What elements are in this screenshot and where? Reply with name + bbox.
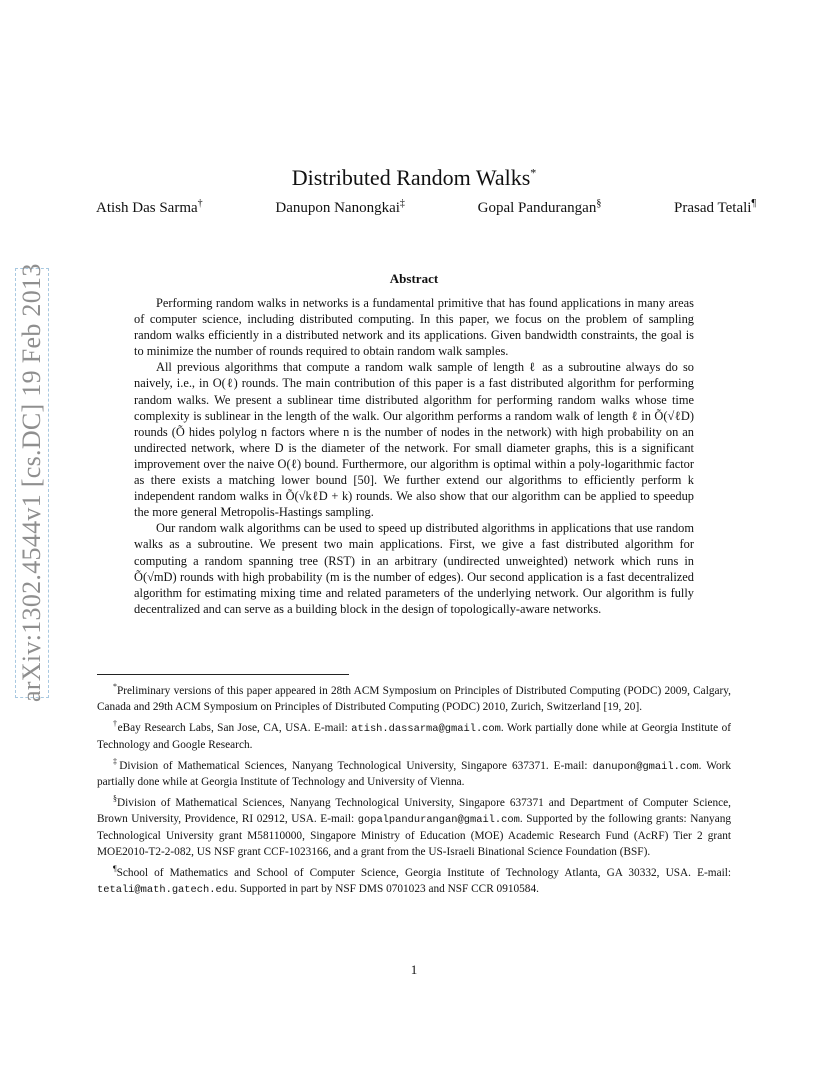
footnote-text: Preliminary versions of this paper appeared in 28th ACM Symposium on Principles of Distributed Computing (PODC) 2009, Calgary, Canada and 29th ACM Symposium on Principles of Distributed Computing (PODC) 2010, Zurich, Switzerland [19, 20]. bbox=[97, 684, 731, 713]
footnote-text: School of Mathematics and School of Computer Science, Georgia Institute of Technology Atlanta, GA 30332, USA. E-mail: bbox=[116, 866, 731, 879]
footnote-mark: ¶ bbox=[113, 864, 117, 874]
footnote-text: . Work partially done while at Georgia Institute of Technology and University of Vienna. bbox=[97, 759, 732, 789]
footnote-mark: § bbox=[113, 794, 117, 804]
abstract-paragraph: Performing random walks in networks is a fundamental primitive that has found applications in many areas of computer science, including distributed computing. In this paper, we focus on the problem of sampling random walks efficiently in a distributed network and its applications. Given bandwidth constraints, the goal is to minimize the number of rounds required to obtain random walk samples. bbox=[134, 296, 694, 359]
author bbox=[674, 198, 756, 217]
footnote-mark: * bbox=[113, 682, 117, 691]
footnote-mark: † bbox=[113, 718, 118, 728]
footnote bbox=[97, 791, 731, 860]
paper-title bbox=[0, 165, 828, 191]
footnote-rule bbox=[97, 674, 349, 675]
footnote-text: . Work partially done while at Georgia Institute of Technology and Google Research. bbox=[97, 721, 731, 751]
author-name: Danupon Nanongkai bbox=[275, 200, 400, 216]
footnote bbox=[97, 861, 731, 898]
author-footnote-mark: ‡ bbox=[399, 198, 405, 209]
author-footnote-mark: § bbox=[596, 198, 602, 209]
author bbox=[275, 198, 405, 217]
author-footnote-mark: † bbox=[197, 198, 203, 209]
footnote-text: . Supported by the following grants: Nanyang Technological University grant M58110000, Singapore Ministry of Education (MOE) Academic Research Fund (AcRF) Tier 2 grant MOE2010-T2-2-082, US NSF grant CCF-1023166, and a grant from the US-Israeli Binational Science Foundation (BSF). bbox=[97, 813, 732, 859]
author bbox=[478, 198, 602, 217]
footnote bbox=[97, 754, 731, 791]
footnote-text: . Supported in part by NSF DMS 0701023 and NSF CCR 0910584. bbox=[234, 882, 539, 895]
email-address: gopalpandurangan@gmail.com bbox=[357, 814, 520, 827]
author-name: Atish Das Sarma bbox=[96, 200, 198, 216]
footnote bbox=[97, 716, 731, 753]
abstract-paragraph: All previous algorithms that compute a random walk sample of length ℓ as a subroutine always do so naively, i.e., in O(ℓ) rounds. The main contribution of this paper is a fast distributed algorithm for performing random walks. We present a sublinear time distributed algorithm for performing random walks whose time complexity is sublinear in the length of the walk. Our algorithm performs a random walk of length ℓ in Õ(√ℓD) rounds (Õ hides polylog n factors where n is the number of nodes in the network) with high probability on an undirected network, where D is the diameter of the network. For small diameter graphs, this is a significant improvement over the naive O(ℓ) bound. Furthermore, our algorithm is optimal within a poly-logarithmic factor as there exists a matching lower bound [50]. We further extend our algorithms to efficiently perform k independent random walks in Õ(√kℓD + k) rounds. We also show that our algorithm can be applied to speedup the more general Metropolis-Hastings sampling. bbox=[134, 360, 694, 520]
email-address: danupon@gmail.com bbox=[592, 760, 699, 773]
footnote-text: Division of Mathematical Sciences, Nanyang Technological University, Singapore 637371 and Department of Computer Science, Brown University, Providence, RI 02912, USA. E-mail: bbox=[97, 797, 731, 826]
title-footnote-mark: * bbox=[530, 165, 537, 180]
footnote-text: Division of Mathematical Sciences, Nanyang Technological University, Singapore 637371. E-mail: bbox=[119, 759, 593, 772]
footnote-text: eBay Research Labs, San Jose, CA, USA. E-mail: bbox=[117, 721, 352, 734]
arxiv-identifier-link[interactable]: arXiv:1302.4544v1 [cs.DC] 19 Feb 2013 bbox=[15, 268, 49, 698]
author-footnote-mark: ¶ bbox=[751, 198, 756, 209]
abstract-heading: Abstract bbox=[389, 271, 439, 286]
title-text: Distributed Random Walks bbox=[291, 164, 531, 190]
abstract-paragraph: Our random walk algorithms can be used to speed up distributed algorithms in applications that use random walks as a subroutine. We present two main applications. First, we give a fast distributed algorithm for computing a random spanning tree (RST) in an arbitrary (undirected unweighted) network which runs in Õ(√mD) rounds with high probability (m is the number of edges). Our second application is a fast decentralized algorithm for estimating mixing time and related parameters of the underlying network. Our algorithm is fully decentralized and can serve as a building block in the design of topologically-aware networks. bbox=[134, 521, 694, 616]
author-name: Prasad Tetali bbox=[674, 200, 752, 216]
author bbox=[96, 198, 203, 217]
email-address: atish.dassarma@gmail.com bbox=[351, 722, 501, 735]
email-address: tetali@math.gatech.edu bbox=[97, 883, 235, 896]
footnote-mark: ‡ bbox=[113, 756, 120, 766]
page-number: 1 bbox=[410, 962, 418, 977]
footnote bbox=[97, 679, 731, 715]
footnotes bbox=[97, 679, 731, 899]
author-name: Gopal Pandurangan bbox=[477, 200, 597, 216]
author-list bbox=[96, 198, 756, 217]
abstract-body bbox=[134, 295, 694, 617]
